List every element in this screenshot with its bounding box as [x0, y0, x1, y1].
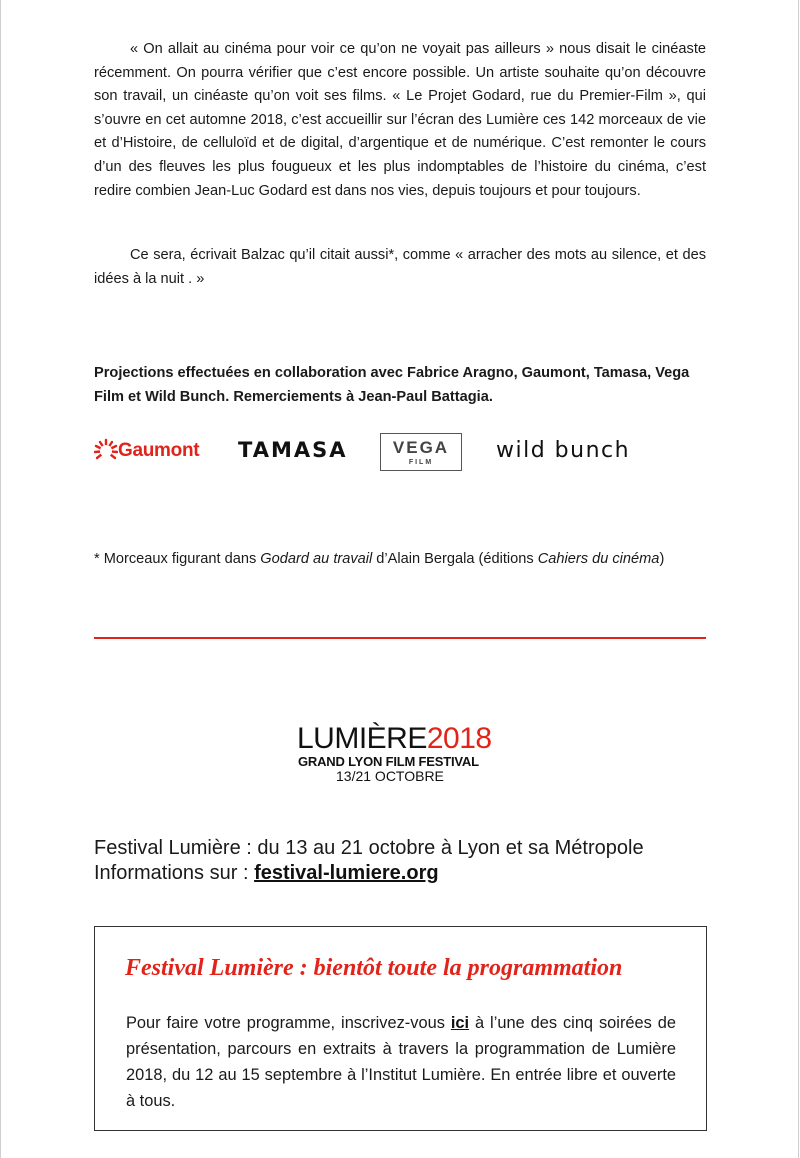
festival-info [94, 836, 734, 886]
intro-paragraph-1: « On allait au cinéma pour voir ce qu’on ne voyait pas ailleurs » nous disait le cinéaste récemment. On pourra vérifier que c’est encore possible. Un artiste souhaite qu’on découvre son travail, un cinéaste qu’on voit ses films. « Le Projet Godard, rue du Premier-Film », qui s’ouvre en cet automne 2018, c’est accueillir sur l’écran des Lumière ces 142 morceaux de vie et d’Histoire, de celluloïd et de digital, d’argentique et de numérique. C’est remonter le cours d’un des fleuves les plus fougueux et les plus indomptables de l’histoire du cinéma, c’est redire combien Jean-Luc Godard est dans nos vies, depuis toujours et pour toujours. [94, 41, 706, 199]
section-divider [94, 637, 706, 639]
vega-film-logo [380, 433, 462, 471]
announcement-title: Festival Lumière : bientôt toute la programmation [125, 955, 623, 981]
page-border-right [798, 0, 799, 1158]
footnote-publisher: Cahiers du cinéma [537, 551, 660, 567]
announcement-text-end: à l’une des cinq soirées de présentation, parcours en extraits à travers la programmation de Lumière 2018, du 12 au 15 septembre à l’Institut Lumière. En entrée libre et ouverte à tous. [126, 1014, 676, 1110]
intro-paragraph-2: Ce sera, écrivait Balzac qu’il citait aussi*, comme « arracher des mots au silence, et des idées à la nuit . » [94, 247, 706, 287]
programme-announcement-box [94, 926, 707, 1131]
announcement-text [126, 1010, 676, 1114]
festival-logo-dates: 13/21 OCTOBRE [336, 768, 444, 784]
festival-logo-name: LUMIÈRE [297, 722, 427, 755]
footnote-prefix: * Morceaux figurant dans [94, 551, 261, 567]
festival-logo [297, 722, 517, 788]
footnote-middle: d’Alain Bergala (éditions [372, 551, 538, 567]
tamasa-logo: TAMASA [238, 438, 348, 462]
gaumont-logo-text: Gaumont [118, 440, 200, 461]
footnote-book-title: Godard au travail [260, 551, 373, 567]
festival-website-link[interactable]: festival-lumiere.org [254, 862, 439, 884]
wild-bunch-logo: wild bunch [496, 438, 631, 463]
page-border-left [0, 0, 1, 1158]
footnote [94, 547, 734, 571]
festival-logo-subtitle: GRAND LYON FILM FESTIVAL [298, 754, 479, 769]
festival-dates-line: Festival Lumière : du 13 au 21 octobre à Lyon et sa Métropole [94, 837, 644, 859]
gaumont-logo [94, 436, 200, 471]
announcement-text-start: Pour faire votre programme, inscrivez-vous [126, 1014, 451, 1032]
festival-info-prefix: Informations sur : [94, 862, 255, 884]
register-link[interactable]: ici [450, 1014, 470, 1032]
gaumont-sun-icon [94, 436, 118, 466]
partner-logos [94, 428, 706, 478]
vega-logo-subtext: FILM [408, 459, 434, 466]
vega-logo-text: VEGA [392, 438, 450, 457]
festival-logo-title [297, 722, 492, 756]
festival-logo-year: 2018 [426, 722, 492, 755]
footnote-suffix: ) [659, 551, 665, 567]
credits-text: Projections effectuées en collaboration avec Fabrice Aragno, Gaumont, Tamasa, Vega Film et Wild Bunch. Remerciements à Jean-Paul Battagia. [94, 365, 690, 405]
